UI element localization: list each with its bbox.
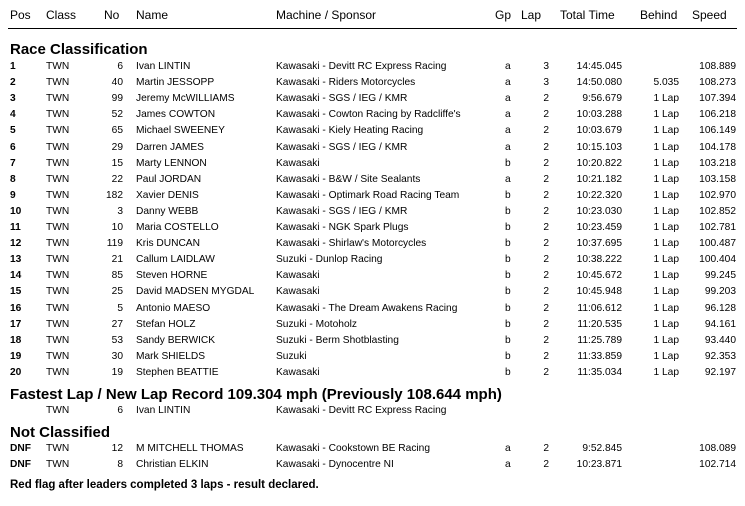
cell-cls: TWN [46, 254, 70, 266]
cell-machine: Kawasaki [276, 366, 320, 378]
cell-speed: 102.852 [699, 205, 736, 217]
cell-gp: a [505, 77, 511, 89]
cell-machine: Kawasaki - Cookstown BE Racing [276, 443, 431, 454]
cell-lap: 2 [543, 302, 549, 314]
cell-time: 11:20.535 [577, 318, 622, 330]
cell-time: 14:45.045 [576, 61, 622, 72]
cell-no: 27 [111, 318, 123, 330]
cell-name: Stefan HOLZ [136, 318, 196, 330]
cell-name: M MITCHELL THOMAS [136, 443, 244, 454]
cell-name: Michael SWEENEY [136, 125, 225, 137]
cell-gp: a [505, 93, 511, 105]
cell-cls: TWN [46, 125, 70, 137]
table-row [0, 301, 745, 317]
cell-time: 11:35.034 [577, 366, 622, 378]
table-row [0, 107, 745, 123]
cell-behind: 5.035 [653, 77, 679, 89]
header-total-time: Total Time [560, 8, 615, 22]
cell-pos: 1 [10, 61, 16, 72]
table-row [0, 59, 745, 75]
table-row [0, 441, 745, 457]
cell-pos: 13 [10, 254, 22, 266]
cell-pos: 8 [10, 173, 16, 185]
cell-cls: TWN [46, 77, 70, 89]
cell-cls: TWN [46, 286, 70, 298]
cell-cls: TWN [46, 318, 70, 330]
cell-name: Jeremy McWILLIAMS [136, 93, 235, 105]
cell-speed: 107.394 [699, 93, 736, 105]
cell-machine: Kawasaki - Kiely Heating Racing [276, 125, 424, 137]
cell-gp: b [505, 318, 511, 330]
cell-name: Danny WEBB [136, 205, 199, 217]
cell-name: Ivan LINTIN [136, 405, 191, 416]
cell-no: 8 [117, 459, 123, 470]
header-class: Class [46, 8, 77, 22]
cell-speed: 106.149 [699, 125, 736, 137]
table-row [0, 268, 745, 284]
cell-no: 3 [117, 205, 123, 217]
cell-time: 10:03.288 [576, 109, 622, 121]
cell-pos: 5 [10, 125, 16, 137]
cell-speed: 108.889 [699, 61, 736, 72]
cell-cls: TWN [46, 189, 70, 201]
cell-time: 10:45.948 [576, 286, 622, 298]
table-row [0, 365, 745, 381]
table-row [0, 75, 745, 91]
cell-behind: 1 Lap [653, 189, 679, 201]
cell-gp: b [505, 270, 511, 282]
cell-pos: DNF [10, 459, 31, 470]
cell-machine: Kawasaki - B&W / Site Sealants [276, 173, 421, 185]
cell-gp: b [505, 366, 511, 378]
header-pos: Pos [10, 8, 31, 22]
cell-time: 10:15.103 [576, 141, 622, 153]
cell-no: 21 [111, 254, 123, 266]
cell-cls: TWN [46, 366, 70, 378]
cell-machine: Kawasaki - SGS / IEG / KMR [276, 205, 408, 217]
cell-pos: 9 [10, 189, 16, 201]
cell-lap: 2 [543, 366, 549, 378]
cell-no: 30 [111, 350, 123, 362]
cell-time: 10:38.222 [576, 254, 622, 266]
cell-cls: TWN [46, 350, 70, 362]
cell-time: 10:03.679 [576, 125, 622, 137]
cell-time: 11:06.612 [577, 302, 622, 314]
cell-speed: 108.273 [699, 77, 736, 89]
cell-lap: 2 [543, 109, 549, 121]
cell-cls: TWN [46, 61, 70, 72]
cell-name: Marty LENNON [136, 157, 207, 169]
cell-time: 9:56.679 [582, 93, 622, 105]
cell-pos: 19 [10, 350, 22, 362]
cell-no: 119 [106, 238, 123, 250]
header-name: Name [136, 8, 169, 22]
cell-speed: 102.781 [699, 222, 736, 233]
cell-behind: 1 Lap [653, 141, 679, 153]
cell-pos: 6 [10, 141, 16, 153]
cell-no: 5 [117, 302, 123, 314]
cell-name: Christian ELKIN [136, 459, 209, 470]
cell-behind: 1 Lap [653, 238, 679, 250]
cell-pos: 11 [10, 222, 21, 233]
cell-cls: TWN [46, 173, 70, 185]
cell-speed: 92.353 [704, 350, 736, 362]
cell-speed: 103.158 [699, 173, 736, 185]
cell-lap: 3 [543, 77, 549, 89]
cell-name: Steven HORNE [136, 270, 208, 282]
cell-behind: 1 Lap [653, 125, 679, 137]
header-gp: Gp [495, 8, 512, 22]
cell-gp: a [505, 443, 511, 454]
cell-lap: 2 [543, 205, 549, 217]
cell-pos: 3 [10, 93, 16, 105]
cell-name: Xavier DENIS [136, 189, 199, 201]
cell-pos: DNF [10, 443, 31, 454]
cell-gp: a [505, 109, 511, 121]
cell-machine: Kawasaki - The Dream Awakens Racing [276, 302, 458, 314]
cell-lap: 2 [543, 222, 549, 233]
cell-gp: b [505, 302, 511, 314]
table-row [0, 91, 745, 107]
cell-behind: 1 Lap [653, 366, 679, 378]
table-row [0, 172, 745, 188]
cell-machine: Kawasaki - Optimark Road Racing Team [276, 189, 460, 201]
cell-gp: b [505, 222, 511, 233]
cell-lap: 2 [543, 157, 549, 169]
cell-time: 10:23.030 [576, 205, 622, 217]
cell-no: 19 [111, 366, 123, 378]
cell-speed: 100.487 [699, 238, 736, 250]
cell-time: 14:50.080 [576, 77, 622, 89]
cell-no: 182 [106, 189, 123, 201]
cell-name: Sandy BERWICK [136, 334, 216, 346]
cell-pos: 2 [10, 77, 16, 89]
cell-pos: 15 [10, 286, 22, 298]
cell-pos: 14 [10, 270, 22, 282]
cell-time: 10:21.182 [576, 173, 622, 185]
cell-name: Callum LAIDLAW [136, 254, 215, 266]
cell-behind: 1 Lap [653, 302, 679, 314]
cell-name: Ivan LINTIN [136, 61, 191, 72]
cell-time: 10:23.459 [576, 222, 622, 233]
cell-lap: 2 [543, 254, 549, 266]
cell-behind: 1 Lap [653, 109, 679, 121]
cell-lap: 2 [543, 443, 549, 454]
cell-gp: b [505, 286, 511, 298]
cell-lap: 2 [543, 459, 549, 470]
cell-gp: b [505, 350, 511, 362]
cell-machine: Suzuki [276, 350, 307, 362]
cell-behind: 1 Lap [653, 270, 679, 282]
cell-lap: 2 [543, 334, 549, 346]
cell-speed: 102.714 [699, 459, 736, 470]
cell-no: 22 [111, 173, 123, 185]
cell-behind: 1 Lap [653, 254, 679, 266]
cell-gp: b [505, 238, 511, 250]
table-row [0, 317, 745, 333]
cell-pos: 7 [10, 157, 16, 169]
cell-no: 15 [111, 157, 123, 169]
cell-name: David MADSEN MYGDAL [136, 286, 255, 298]
cell-gp: b [505, 157, 511, 169]
cell-behind: 1 Lap [653, 222, 679, 233]
cell-speed: 92.197 [704, 366, 736, 378]
cell-machine: Kawasaki [276, 270, 320, 282]
cell-cls: TWN [46, 238, 70, 250]
table-row [0, 236, 745, 252]
cell-machine: Suzuki - Berm Shotblasting [276, 334, 399, 346]
cell-speed: 108.089 [699, 443, 736, 454]
cell-lap: 3 [543, 61, 549, 72]
cell-machine: Kawasaki - SGS / IEG / KMR [276, 93, 408, 105]
cell-cls: TWN [46, 205, 70, 217]
cell-speed: 102.970 [699, 189, 736, 201]
cell-lap: 2 [543, 189, 549, 201]
cell-gp: b [505, 205, 511, 217]
cell-gp: a [505, 61, 511, 72]
cell-pos: 16 [10, 302, 22, 314]
cell-time: 11:33.859 [577, 350, 622, 362]
table-row [0, 188, 745, 204]
cell-speed: 103.218 [699, 157, 736, 169]
table-row [0, 156, 745, 172]
cell-machine: Kawasaki [276, 286, 320, 298]
cell-lap: 2 [543, 125, 549, 137]
cell-name: Mark SHIELDS [136, 350, 206, 362]
cell-cls: TWN [46, 334, 70, 346]
cell-no: 6 [117, 405, 123, 416]
cell-behind: 1 Lap [653, 157, 679, 169]
header-divider [8, 28, 737, 29]
cell-behind: 1 Lap [653, 350, 679, 362]
cell-pos: 17 [10, 318, 22, 330]
cell-cls: TWN [46, 93, 70, 105]
table-row [0, 220, 745, 236]
fastest-lap-row [0, 403, 745, 419]
cell-no: 29 [111, 141, 123, 153]
cell-machine: Kawasaki - Shirlaw's Motorcycles [276, 238, 427, 250]
cell-no: 52 [111, 109, 123, 121]
cell-behind: 1 Lap [653, 173, 679, 185]
cell-time: 11:25.789 [577, 334, 622, 346]
header-behind: Behind [640, 8, 678, 22]
cell-no: 10 [111, 222, 123, 233]
column-header-row [0, 8, 745, 26]
cell-speed: 99.203 [704, 286, 736, 298]
cell-time: 10:20.822 [576, 157, 622, 169]
cell-gp: a [505, 173, 511, 185]
cell-machine: Kawasaki - Devitt RC Express Racing [276, 61, 447, 72]
cell-machine: Kawasaki - Riders Motorcycles [276, 77, 416, 89]
cell-speed: 96.128 [704, 302, 736, 314]
cell-cls: TWN [46, 270, 70, 282]
cell-time: 10:37.695 [576, 238, 622, 250]
header-machine: Machine / Sponsor [276, 8, 377, 22]
cell-no: 99 [111, 93, 123, 105]
cell-cls: TWN [46, 459, 70, 470]
cell-cls: TWN [46, 157, 70, 169]
cell-lap: 2 [543, 93, 549, 105]
footnote: Red flag after leaders completed 3 laps - result declared. [10, 479, 319, 491]
table-row [0, 333, 745, 349]
cell-time: 10:23.871 [576, 459, 622, 470]
cell-speed: 99.245 [704, 270, 736, 282]
cell-behind: 1 Lap [653, 93, 679, 105]
cell-pos: 4 [10, 109, 16, 121]
cell-speed: 100.404 [699, 254, 736, 266]
table-row [0, 123, 745, 139]
cell-machine: Kawasaki - Cowton Racing by Radcliffe's [276, 109, 461, 121]
cell-gp: b [505, 254, 511, 266]
header-speed: Speed [692, 8, 727, 22]
cell-gp: b [505, 189, 511, 201]
cell-pos: 12 [10, 238, 22, 250]
cell-behind: 1 Lap [653, 205, 679, 217]
race-classification-title: Race Classification [10, 41, 148, 58]
cell-behind: 1 Lap [653, 286, 679, 298]
cell-pos: 18 [10, 334, 22, 346]
cell-lap: 2 [543, 350, 549, 362]
cell-machine: Suzuki - Motoholz [276, 318, 357, 330]
cell-time: 9:52.845 [582, 443, 622, 454]
cell-machine: Kawasaki - SGS / IEG / KMR [276, 141, 408, 153]
cell-cls: TWN [46, 109, 70, 121]
not-classified-title: Not Classified [10, 424, 111, 441]
cell-name: James COWTON [136, 109, 216, 121]
cell-pos: 10 [10, 205, 22, 217]
cell-gp: b [505, 334, 511, 346]
cell-machine: Kawasaki - Devitt RC Express Racing [276, 405, 447, 416]
table-row [0, 252, 745, 268]
cell-lap: 2 [543, 318, 549, 330]
cell-no: 6 [117, 61, 123, 72]
cell-lap: 2 [543, 270, 549, 282]
cell-no: 85 [111, 270, 123, 282]
cell-time: 10:45.672 [576, 270, 622, 282]
cell-name: Martin JESSOPP [136, 77, 215, 89]
cell-behind: 1 Lap [653, 318, 679, 330]
cell-lap: 2 [543, 238, 549, 250]
table-row [0, 457, 745, 473]
cell-no: 12 [111, 443, 123, 454]
cell-behind: 1 Lap [653, 334, 679, 346]
cell-machine: Suzuki - Dunlop Racing [276, 254, 383, 266]
cell-name: Darren JAMES [136, 141, 204, 153]
cell-gp: a [505, 459, 511, 470]
cell-name: Paul JORDAN [136, 173, 202, 185]
cell-gp: a [505, 125, 511, 137]
cell-no: 25 [111, 286, 123, 298]
cell-cls: TWN [46, 443, 70, 454]
cell-cls: TWN [46, 141, 70, 153]
cell-machine: Kawasaki - Dynocentre NI [276, 459, 394, 470]
table-row [0, 204, 745, 220]
cell-lap: 2 [543, 173, 549, 185]
header-no: No [104, 8, 120, 22]
cell-machine: Kawasaki [276, 157, 320, 169]
cell-speed: 106.218 [699, 109, 736, 121]
table-row [0, 284, 745, 300]
cell-speed: 104.178 [699, 141, 736, 153]
cell-gp: a [505, 141, 511, 153]
cell-pos: 20 [10, 366, 22, 378]
cell-name: Kris DUNCAN [136, 238, 200, 250]
header-lap: Lap [521, 8, 542, 22]
cell-speed: 94.161 [704, 318, 736, 330]
cell-no: 40 [111, 77, 123, 89]
cell-speed: 93.440 [704, 334, 736, 346]
table-row [0, 349, 745, 365]
cell-name: Stephen BEATTIE [136, 366, 219, 378]
cell-lap: 2 [543, 286, 549, 298]
cell-no: 53 [111, 334, 123, 346]
cell-name: Antonio MAESO [136, 302, 211, 314]
cell-machine: Kawasaki - NGK Spark Plugs [276, 222, 409, 233]
cell-class: TWN [46, 405, 70, 416]
cell-lap: 2 [543, 141, 549, 153]
table-row [0, 140, 745, 156]
cell-no: 65 [111, 125, 123, 137]
cell-time: 10:22.320 [576, 189, 622, 201]
cell-cls: TWN [46, 302, 70, 314]
cell-cls: TWN [46, 222, 70, 233]
fastest-lap-title: Fastest Lap / New Lap Record 109.304 mph (Previously 108.644 mph) [10, 386, 502, 403]
cell-name: Maria COSTELLO [136, 222, 219, 233]
